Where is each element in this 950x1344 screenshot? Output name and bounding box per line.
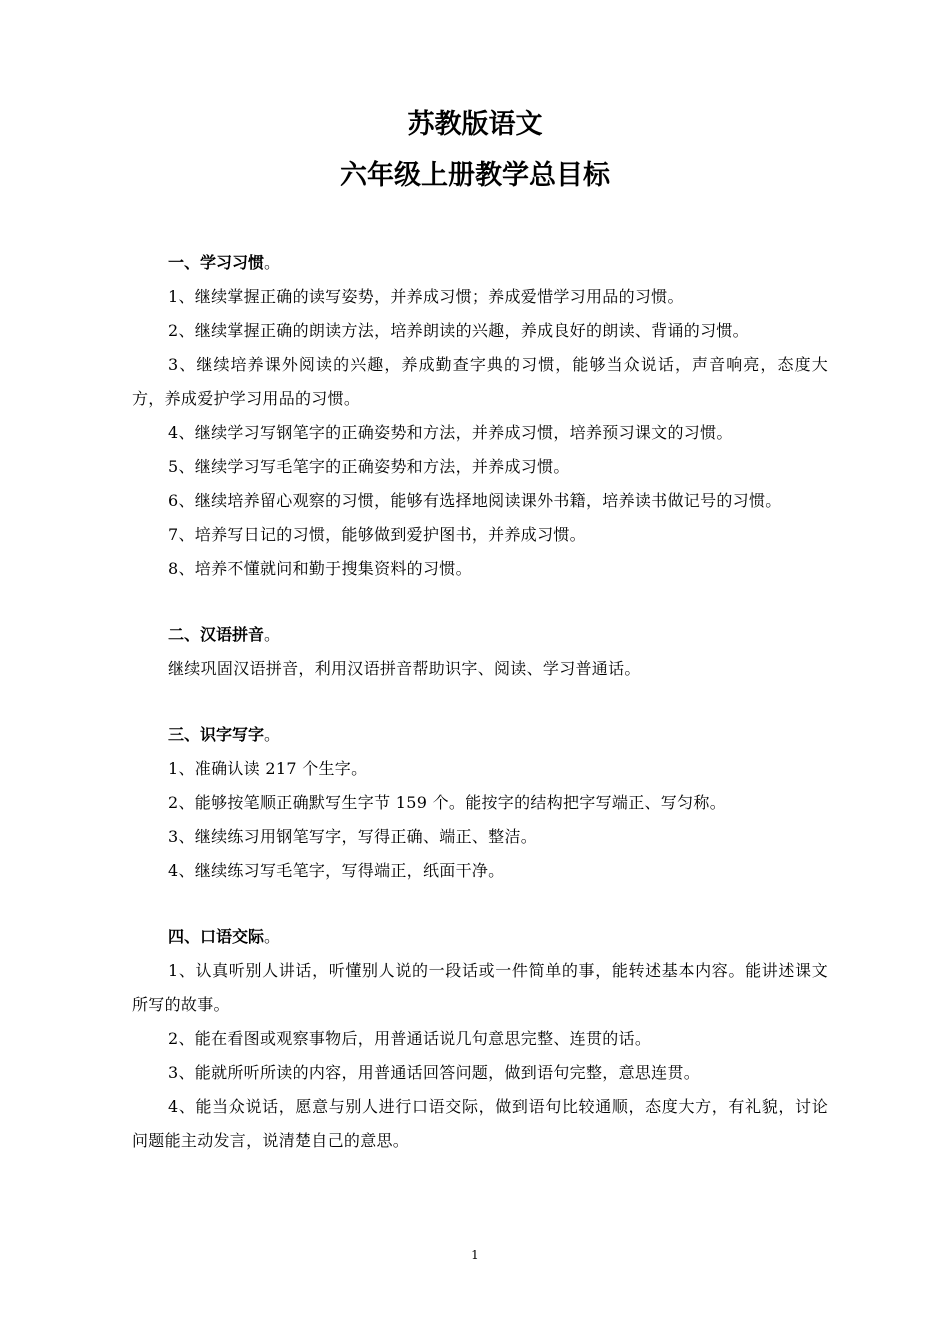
paragraph: 4、能当众说话，愿意与别人进行口语交际，做到语句比较通顺，态度大方，有礼貌，讨论问题能主动发言，说清楚自己的意思。 xyxy=(132,1097,828,1150)
section-heading xyxy=(132,920,828,954)
paragraph: 3、继续培养课外阅读的兴趣，养成勤查字典的习惯，能够当众说话，声音响亮，态度大方，养成爱护学习用品的习惯。 xyxy=(132,355,828,408)
paragraph: 1、认真听别人讲话，听懂别人说的一段话或一件简单的事，能转述基本内容。能讲述课文所写的故事。 xyxy=(132,961,828,1014)
paragraph: 4、继续学习写钢笔字的正确姿势和方法，并养成习惯，培养预习课文的习惯。 xyxy=(168,423,733,442)
section-heading-punct: 。 xyxy=(264,725,281,744)
paragraph: 4、继续练习写毛笔字，写得端正，纸面干净。 xyxy=(168,861,505,880)
section-pinyin xyxy=(132,618,828,686)
paragraph: 2、继续掌握正确的朗读方法，培养朗读的兴趣，养成良好的朗读、背诵的习惯。 xyxy=(168,321,749,340)
page-number: 1 xyxy=(471,1248,479,1262)
paragraph: 3、能就所听所读的内容，用普通话回答问题，做到语句完整，意思连贯。 xyxy=(168,1063,701,1082)
section-heading xyxy=(132,618,828,652)
section-heading-text: 四、口语交际 xyxy=(168,927,265,946)
section-heading-punct: 。 xyxy=(264,625,281,644)
section-study-habits xyxy=(132,246,828,586)
paragraph: 7、培养写日记的习惯，能够做到爱护图书，并养成习惯。 xyxy=(168,525,586,544)
paragraph: 3、继续练习用钢笔写字，写得正确、端正、整洁。 xyxy=(168,827,538,846)
section-oral-communication xyxy=(132,920,828,1158)
section-heading-text: 二、汉语拼音 xyxy=(168,625,265,644)
document-title-line1: 苏教版语文 xyxy=(407,109,543,140)
section-heading-text: 三、识字写字 xyxy=(168,725,265,744)
section-heading xyxy=(132,246,828,280)
document-body xyxy=(132,246,828,1190)
section-heading-punct: 。 xyxy=(264,253,281,272)
paragraph: 2、能够按笔顺正确默写生字节 159 个。能按字的结构把字写端正、写匀称。 xyxy=(168,793,726,812)
paragraph: 5、继续学习写毛笔字的正确姿势和方法，并养成习惯。 xyxy=(168,457,570,476)
section-literacy-writing xyxy=(132,718,828,888)
paragraph: 继续巩固汉语拼音，利用汉语拼音帮助识字、阅读、学习普通话。 xyxy=(168,659,641,678)
paragraph: 6、继续培养留心观察的习惯，能够有选择地阅读课外书籍，培养读书做记号的习惯。 xyxy=(168,491,782,510)
paragraph: 1、继续掌握正确的读写姿势，并养成习惯；养成爱惜学习用品的习惯。 xyxy=(168,287,684,306)
paragraph: 2、能在看图或观察事物后，用普通话说几句意思完整、连贯的话。 xyxy=(168,1029,652,1048)
section-heading-punct: 。 xyxy=(264,927,281,946)
document-title-line2: 六年级上册教学总目标 xyxy=(340,160,610,191)
section-heading xyxy=(132,718,828,752)
paragraph: 8、培养不懂就问和勤于搜集资料的习惯。 xyxy=(168,559,472,578)
section-heading-text: 一、学习习惯 xyxy=(168,253,265,272)
paragraph: 1、准确认读 217 个生字。 xyxy=(168,759,368,778)
